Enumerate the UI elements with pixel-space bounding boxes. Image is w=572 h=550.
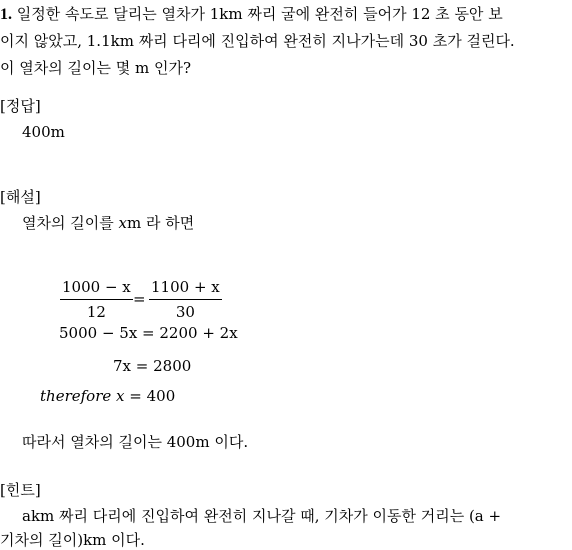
explanation-intro	[22, 213, 194, 233]
equation-1-equals: =	[133, 290, 146, 308]
hint-line-2: 기차의 길이)km 이다.	[0, 531, 145, 549]
question-number: 1.	[0, 6, 12, 23]
answer-header: [정답]	[0, 97, 41, 115]
explanation-header: [해설]	[0, 188, 41, 206]
eq1-left-numerator: 1000 − x	[60, 278, 133, 300]
equation-4	[40, 386, 175, 406]
eq1-right-numerator: 1100 + x	[149, 278, 222, 300]
eq1-left-denominator: 12	[86, 303, 106, 321]
eq1-right-denominator: 30	[175, 303, 195, 321]
problem-line-1	[0, 4, 503, 25]
hint-line-1: akm 짜리 다리에 진입하여 완전히 지나갈 때, 기차가 이동한 거리는 (a +	[22, 507, 502, 525]
intro-text-pre: 열차의 길이를	[22, 214, 119, 232]
hint-header: [힌트]	[0, 481, 41, 499]
equation-3: 7x = 2800	[113, 357, 192, 375]
problem-text-1: 일정한 속도로 달리는 열차가 1km 짜리 굴에 완전히 들어가 12 초 동안 보	[16, 5, 503, 23]
equation-1-right-fraction	[149, 278, 222, 321]
eq4-rhs: = 400	[129, 387, 176, 405]
equation-1-left-fraction	[60, 278, 133, 321]
intro-variable: x	[118, 214, 127, 232]
problem-line-2: 이지 않았고, 1.1km 짜리 다리에 진입하여 완전히 지나가는데 30 초가 걸린다.	[0, 32, 515, 50]
intro-text-post: m 라 하면	[126, 214, 195, 232]
explanation-conclusion: 따라서 열차의 길이는 400m 이다.	[22, 433, 249, 451]
problem-line-3: 이 열차의 길이는 몇 m 인가?	[0, 59, 192, 77]
eq4-lhs: therefore x	[40, 387, 125, 405]
equation-2: 5000 − 5x = 2200 + 2x	[59, 324, 238, 342]
answer-value: 400m	[22, 123, 65, 141]
